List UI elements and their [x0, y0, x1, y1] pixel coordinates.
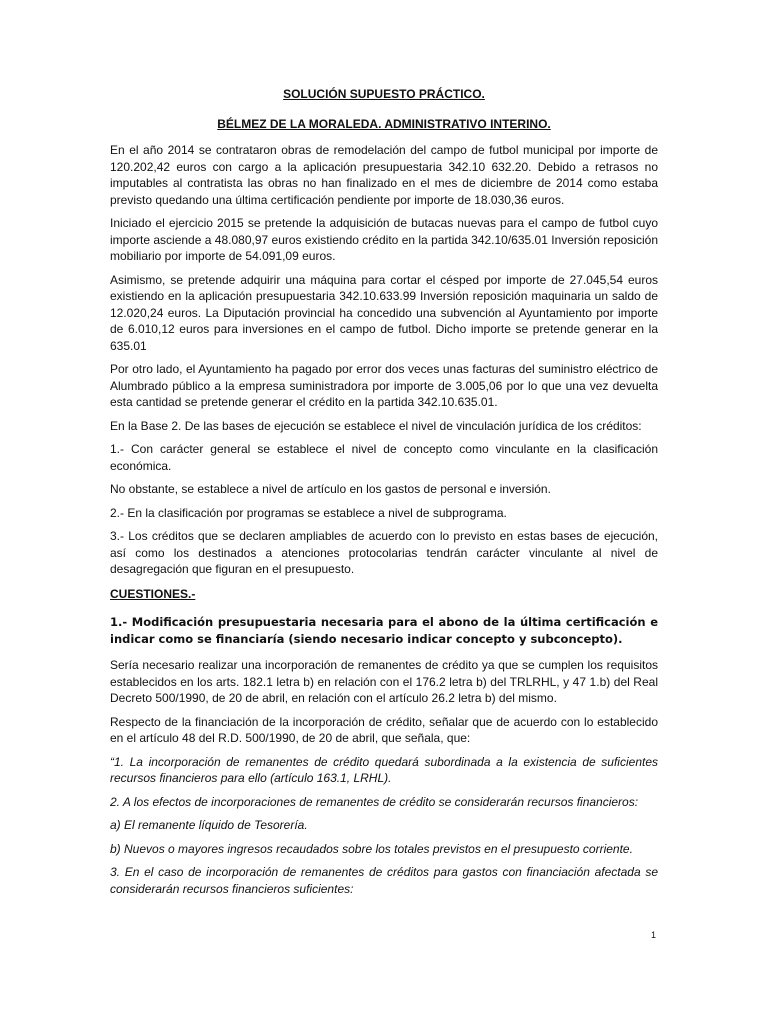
- answer-paragraph-incorporacion: Sería necesario realizar una incorporación de remanentes de crédito ya que se cumplen los requisitos establecidos en los arts. 182.1 letra b) en relación con el 176.2 letra b) del TRLRHL, y 47 1.b) del Real Decreto 500/1990, de 20 de abril, en relación con el artículo 26.2 letra b) del mismo.: [110, 658, 658, 705]
- paragraph-obras-2014: En el año 2014 se contrataron obras de remodelación del campo de futbol municipal por importe de 120.202,42 euros con cargo a la aplicación presupuestaria 342.10 632.20. Debido a retrasos no imputables al contratista las obras no han finalizado en el mes de diciembre de 2014 como estaba previsto quedando una última certificación pendiente por importe de 18.030,36 euros.: [110, 143, 658, 207]
- quote-paragraph-2: 2. A los efectos de incorporaciones de remanentes de crédito se considerarán recursos financieros:: [110, 794, 639, 809]
- quote-paragraph-1: “1. La incorporación de remanentes de crédito quedará subordinada a la existencia de suficientes recursos financieros para ello (artículo 163.1, LRHL).: [110, 754, 658, 785]
- page-number: 1: [650, 930, 656, 940]
- paragraph-facturas-error: Por otro lado, el Ayuntamiento ha pagado por error dos veces unas facturas del suministro eléctrico de Alumbrado público a la empresa suministradora por importe de 3.005,06 por lo que una vez devuelta esta cantidad se pretende generar el crédito en la partida 342.10.635.01.: [110, 362, 658, 409]
- cuestiones-heading: CUESTIONES.-: [110, 586, 196, 601]
- document-subtitle: BÉLMEZ DE LA MORALEDA. ADMINISTRATIVO INTERINO.: [217, 117, 551, 131]
- paragraph-rule-3: 3.- Los créditos que se declaren ampliables de acuerdo con lo previsto en estas bases de ejecución, así como los destinados a atenciones protocolarias tendrán carácter vinculante al nivel de desagregación que figuran en el presupuesto.: [110, 529, 658, 576]
- paragraph-rule-1: 1.- Con carácter general se establece el nivel de concepto como vinculante en la clasificación económica.: [110, 442, 658, 473]
- paragraph-no-obstante: No obstante, se establece a nivel de artículo en los gastos de personal e inversión.: [110, 482, 551, 496]
- document-page: [110, 86, 658, 904]
- answer-paragraph-financiacion: Respecto de la financiación de la incorporación de crédito, señalar que de acuerdo con lo establecido en el artículo 48 del R.D. 500/1990, de 20 de abril, que señala, que:: [110, 714, 658, 745]
- paragraph-rule-2: 2.- En la clasificación por programas se establece a nivel de subprograma.: [110, 505, 507, 520]
- quote-paragraph-b: b) Nuevos o mayores ingresos recaudados sobre los totales previstos en el presupuesto corriente.: [110, 841, 633, 856]
- document-title: SOLUCIÓN SUPUESTO PRÁCTICO.: [283, 87, 485, 101]
- paragraph-base-2: En la Base 2. De las bases de ejecución se establece el nivel de vinculación jurídica de los créditos:: [110, 418, 642, 433]
- quote-paragraph-3: 3. En el caso de incorporación de remanentes de créditos para gastos con financiación afectada se considerarán recursos financieros suficientes:: [110, 865, 658, 896]
- paragraph-butacas-2015: Iniciado el ejercicio 2015 se pretende la adquisición de butacas nuevas para el campo de futbol cuyo importe asciende a 48.080,97 euros existiendo crédito en la partida 342.10/635.01 Inversión reposición mobiliario por importe de 54.091,09 euros.: [110, 216, 658, 263]
- question-1: 1.- Modificación presupuestaria necesaria para el abono de la última certificación e indicar como se financiaría (siendo necesario indicar concepto y subconcepto).: [110, 615, 658, 646]
- paragraph-maquina-cesped: Asimismo, se pretende adquirir una máquina para cortar el césped por importe de 27.045,54 euros existiendo en la aplicación presupuestaria 342.10.633.99 Inversión reposición maquinaria un saldo de 12.020,24 euros. La Diputación provincial ha concedido una subvención al Ayuntamiento por importe de 6.010,12 euros para inversiones en el campo de futbol. Dicho importe se pretende generar en la 635.01: [110, 272, 658, 353]
- quote-paragraph-a: a) El remanente líquido de Tesorería.: [110, 818, 308, 832]
